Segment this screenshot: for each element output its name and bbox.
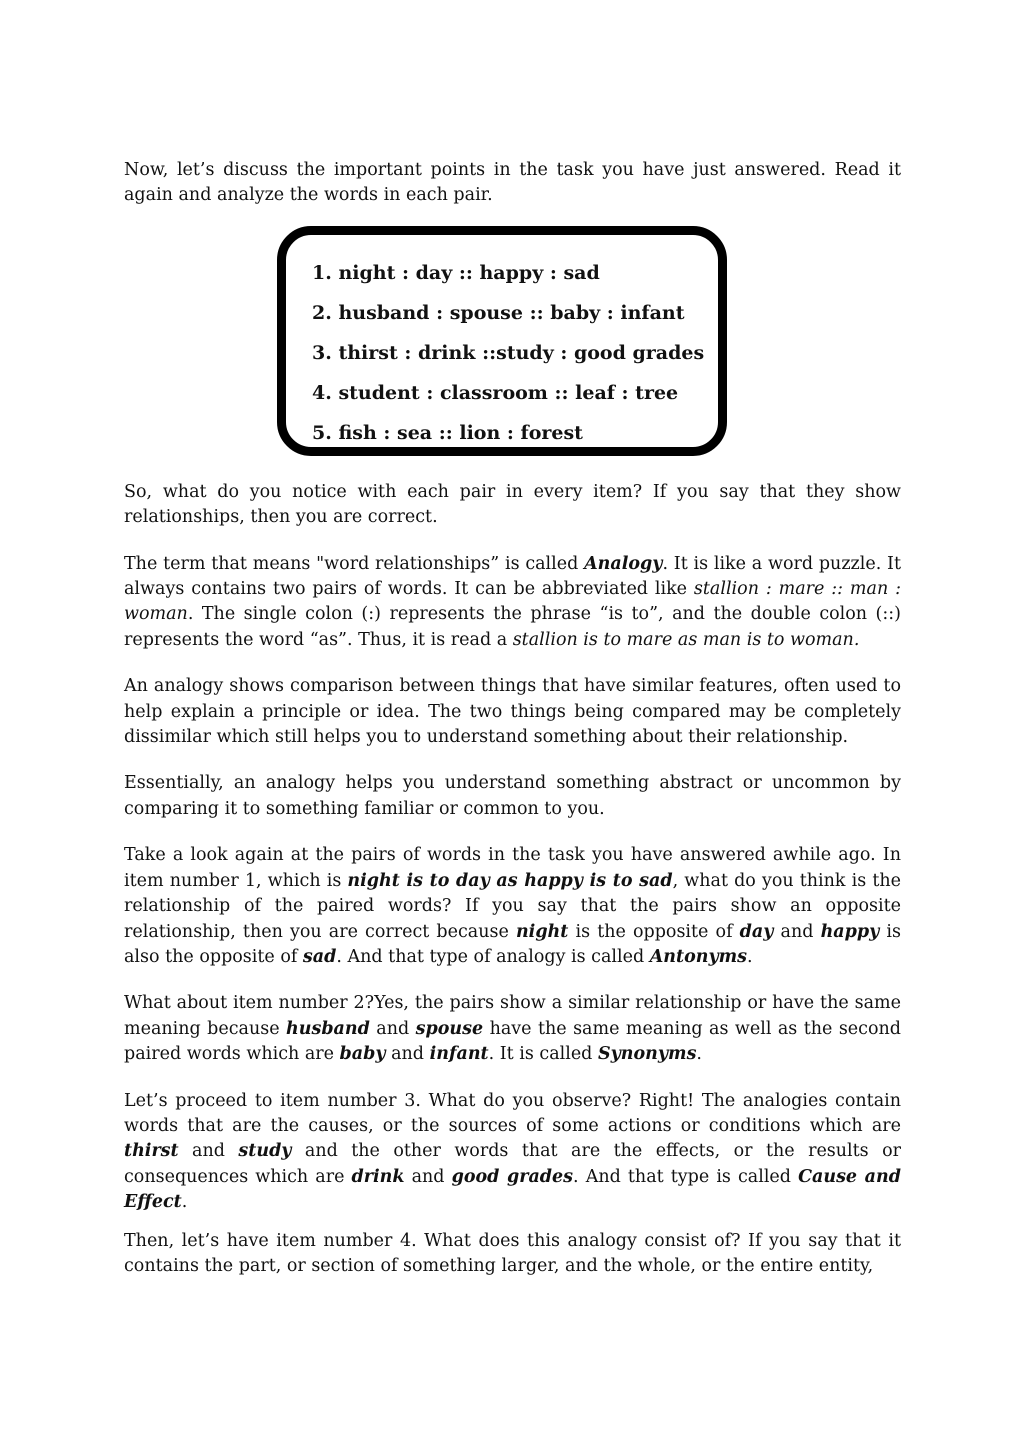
- emphasis-word: infant: [429, 1044, 489, 1065]
- text-run: The term that means "word relationships” is called: [124, 553, 585, 574]
- analogy-item-5: 5. fish : sea :: lion : forest: [312, 421, 583, 444]
- text-run: .: [181, 1192, 188, 1213]
- text-run: . It is called: [488, 1044, 598, 1065]
- term-analogy: Analogy: [584, 553, 663, 574]
- intro-paragraph: Now, let’s discuss the important points in the task you have just answered. Read it again and analyze the words in each pair.: [124, 160, 901, 206]
- text-run: . It is like a word puzzle. It always contains two pairs of words. It can be abbreviated like: [124, 553, 901, 600]
- analogy-item-1: 1. night : day :: happy : sad: [312, 261, 600, 284]
- analogy-box: [277, 226, 727, 456]
- text-run: .: [747, 946, 753, 967]
- text-run: and: [404, 1166, 452, 1187]
- term-antonyms: Antonyms: [649, 946, 748, 967]
- emphasis-word: baby: [339, 1044, 386, 1065]
- example-read: stallion is to mare as man is to woman.: [512, 629, 860, 650]
- text-run: and: [385, 1044, 430, 1065]
- paragraph-relationships: So, what do you notice with each pair in every item? If you say that they show relationships, then you are correct.: [124, 481, 901, 528]
- text-run: and the other words that are the effects, or the results or consequences which are: [124, 1141, 901, 1187]
- analogy-item-2: 2. husband : spouse :: baby : infant: [312, 301, 685, 324]
- emphasis-word: good grades: [451, 1166, 574, 1187]
- emphasis-word: day: [739, 921, 774, 942]
- paragraph-part-whole: Then, let’s have item number 4. What does this analogy consist of? If you say that it contains the part, or section of something larger, and the whole, or the entire entity,: [124, 1230, 901, 1276]
- text-run: . And that type is called: [573, 1166, 799, 1187]
- text-run: is the opposite of: [568, 921, 740, 942]
- text-run: have the same meaning as well as the second paired words which are: [124, 1018, 901, 1065]
- text-run: What about item number 2?Yes, the pairs show a similar relationship or have the same meaning because: [124, 993, 901, 1039]
- emphasis-word: thirst: [124, 1141, 179, 1162]
- text-run: . And that type of analogy is called: [336, 946, 650, 967]
- emphasis-word: sad: [302, 946, 337, 967]
- text-run: , what do you think is the relationship of the paired words? If you say that the pairs show an opposite relationship, then you are correct because: [124, 870, 901, 942]
- emphasis-word: study: [238, 1141, 292, 1162]
- emphasis-word: drink: [351, 1166, 405, 1187]
- term-cause-and-effect: Cause and Effect: [124, 1166, 901, 1213]
- text-run: Take a look again at the pairs of words in the task you have answered awhile ago. In item number 1, which is: [124, 845, 901, 891]
- analogy-item-4: 4. student : classroom :: leaf : tree: [312, 381, 679, 404]
- emphasis-word: happy: [820, 921, 880, 942]
- emphasis-word: spouse: [415, 1018, 484, 1039]
- example-abbreviated: stallion : mare :: man : woman: [124, 579, 901, 625]
- text-run: Let’s proceed to item number 3. What do you observe? Right! The analogies contain words that are the causes, or the sources of some actions or conditions which are: [124, 1090, 901, 1136]
- term-synonyms: Synonyms: [597, 1044, 697, 1065]
- emphasis-phrase: night is to day as happy is to sad: [347, 870, 673, 891]
- paragraph-antonyms: [124, 843, 901, 970]
- text-run: is also the opposite of: [124, 921, 901, 967]
- emphasis-word: husband: [286, 1018, 370, 1039]
- paragraph-essentially: Essentially, an analogy helps you understand something abstract or uncommon by comparing it to something familiar or common to you.: [124, 773, 901, 819]
- paragraph-analogy-definition: [124, 552, 901, 654]
- text-run: and: [773, 921, 821, 942]
- emphasis-word: night: [515, 921, 569, 942]
- text-run: and: [178, 1141, 239, 1162]
- document-page: [124, 158, 901, 1300]
- text-run: .: [696, 1044, 702, 1065]
- text-run: and: [369, 1018, 416, 1039]
- paragraph-comparison: An analogy shows comparison between things that have similar features, often used to help explain a principle or idea. The two things being compared may be completely dissimilar which still helps you to understand something about their relationship.: [124, 676, 901, 748]
- paragraph-synonyms: [124, 991, 901, 1067]
- text-run: . The single colon (:) represents the phrase “is to”, and the double colon (::) represents the word “as”. Thus, it is read a: [124, 604, 901, 650]
- paragraph-cause-effect: [124, 1089, 901, 1216]
- analogy-item-3: 3. thirst : drink ::study : good grades: [312, 341, 705, 364]
